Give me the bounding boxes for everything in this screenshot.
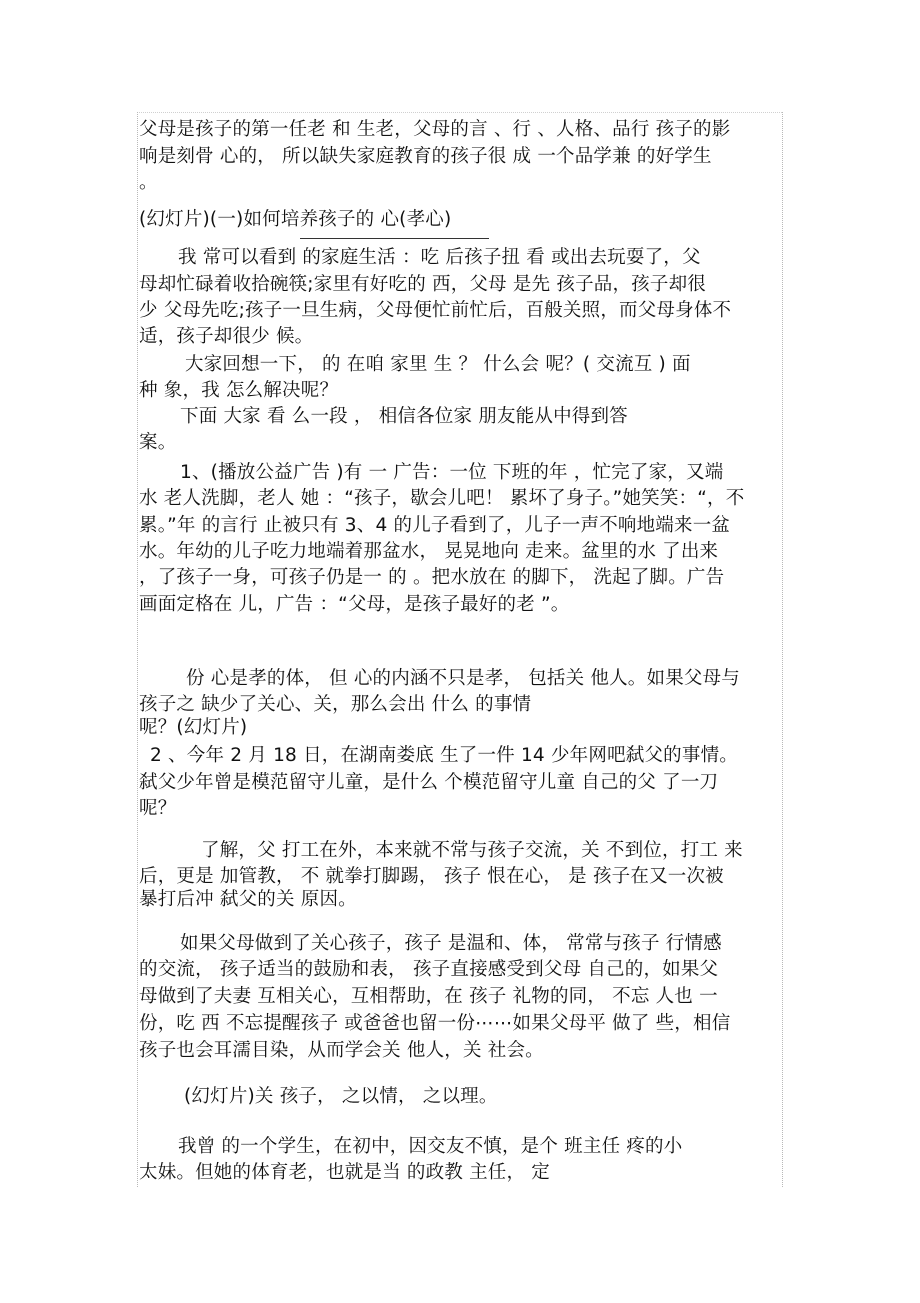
text-line: 响是刻骨 心的， 所以缺失家庭教育的孩子很 成 一个品学兼 的好学生 (139, 146, 712, 167)
text-line: 水。年幼的儿子吃力地端着那盆水， 晃晃地向 走来。盆里的水 了出来 (139, 541, 719, 562)
text-line: 后，更是 加管教， 不 就拳打脚踢， 孩子 恨在心， 是 孩子在又一次被 (139, 866, 724, 887)
text-line: 我 常可以看到 的家庭生活 ：吃 后孩子扭 看 或出去玩耍了，父 (178, 247, 701, 268)
text-line: 的交流， 孩子适当的鼓励和表， 孩子直接感受到父母 自己的，如果父 (139, 959, 719, 980)
text-line: (幻灯片)关 孩子， 之以情， 之以理。 (184, 1086, 498, 1107)
text-line: 暴打后冲 弑父的关 原因。 (139, 889, 357, 910)
page-frame-top-border (137, 112, 782, 113)
text-line: 呢？ (139, 798, 177, 819)
text-line: 。 (139, 172, 158, 193)
text-line: 下面 大家 看 么一段 ， 相信各位家 朋友能从中得到答 (180, 406, 628, 427)
text-line: 份 心是孝的体， 但 心的内涵不只是孝， 包括关 他人。如果父母与 (186, 668, 741, 689)
text-line: 份，吃 西 不忘提醒孩子 或爸爸也留一份⋯⋯如果父母平 做了 些，相信 (139, 1013, 731, 1034)
section-heading: (幻灯片)(一)如何培养孩子的 心(孝心) (139, 209, 452, 230)
text-line: 父母是孩子的第一任老 和 生老，父母的言 、行 、人格、品行 孩子的影 (139, 119, 731, 140)
text-line: 种 象，我 怎么解决呢？ (139, 380, 339, 401)
text-line: 大家回想一下， 的 在咱 家里 生 ？ 什么会 呢？( 交流互 ) 面 (185, 354, 691, 375)
text-line: 母却忙碌着收拾碗筷;家里有好吃的 西，父母 是先 孩子品，孩子却很 (139, 274, 706, 295)
text-line: 累。”年 的言行 止被只有 3、4 的儿子看到了，儿子一声不响地端来一盆 (139, 515, 731, 536)
page-frame-right-border (782, 112, 783, 1187)
text-line: 水 老人洗脚，老人 她 ：“孩子，歇会儿吧！ 累坏了身子。”她笑笑：“，不 (139, 488, 745, 509)
text-line: 案。 (139, 432, 177, 453)
text-line: 画面定格在 儿，广告 ：“父母，是孩子最好的老 ”。 (139, 594, 570, 615)
page-frame-left-border (137, 112, 138, 1187)
text-line: 我曾 的一个学生，在初中，因交友不慎，是个 班主任 疼的小 (178, 1136, 683, 1157)
text-line: 母做到了夫妻 互相关心，互相帮助，在 孩子 礼物的同， 不忘 人也 一 (139, 986, 718, 1007)
text-line: ，了孩子一身，可孩子仍是一 的 。把水放在 的脚下， 洗起了脚。广告 (139, 567, 725, 588)
text-line: 太妹。但她的体育老，也就是当 的政教 主任， 定 (139, 1162, 550, 1183)
text-line: 如果父母做到了关心孩子，孩子 是温和、体， 常常与孩子 行情感 (180, 933, 722, 954)
text-line: 孩子也会耳濡目染，从而学会关 他人，关 社会。 (139, 1040, 544, 1061)
text-line: 了解，父 打工在外，本来就不常与孩子交流，关 不到位，打工 来 (201, 840, 743, 861)
text-line: 孩子之 缺少了关心、关，那么会出 什么 的事情 (139, 694, 532, 715)
text-line: 弑父少年曾是模范留守儿童，是什么 个模范留守儿童 自己的父 了一刀 (139, 772, 719, 793)
text-line: 少 父母先吃;孩子一旦生病，父母便忙前忙后，百般关照，而父母身体不 (139, 300, 732, 321)
text-line: 1、(播放公益广告 )有 一 广告：一位 下班的年 ，忙完了家，又端 (180, 462, 724, 483)
heading-underline (300, 238, 489, 239)
text-line: 2 、今年 2 月 18 日，在湖南娄底 生了一件 14 少年网吧弑父的事情。 (150, 745, 738, 766)
text-line: 呢？(幻灯片) (139, 717, 248, 738)
text-line: 适，孩子却很少 候。 (139, 326, 314, 347)
